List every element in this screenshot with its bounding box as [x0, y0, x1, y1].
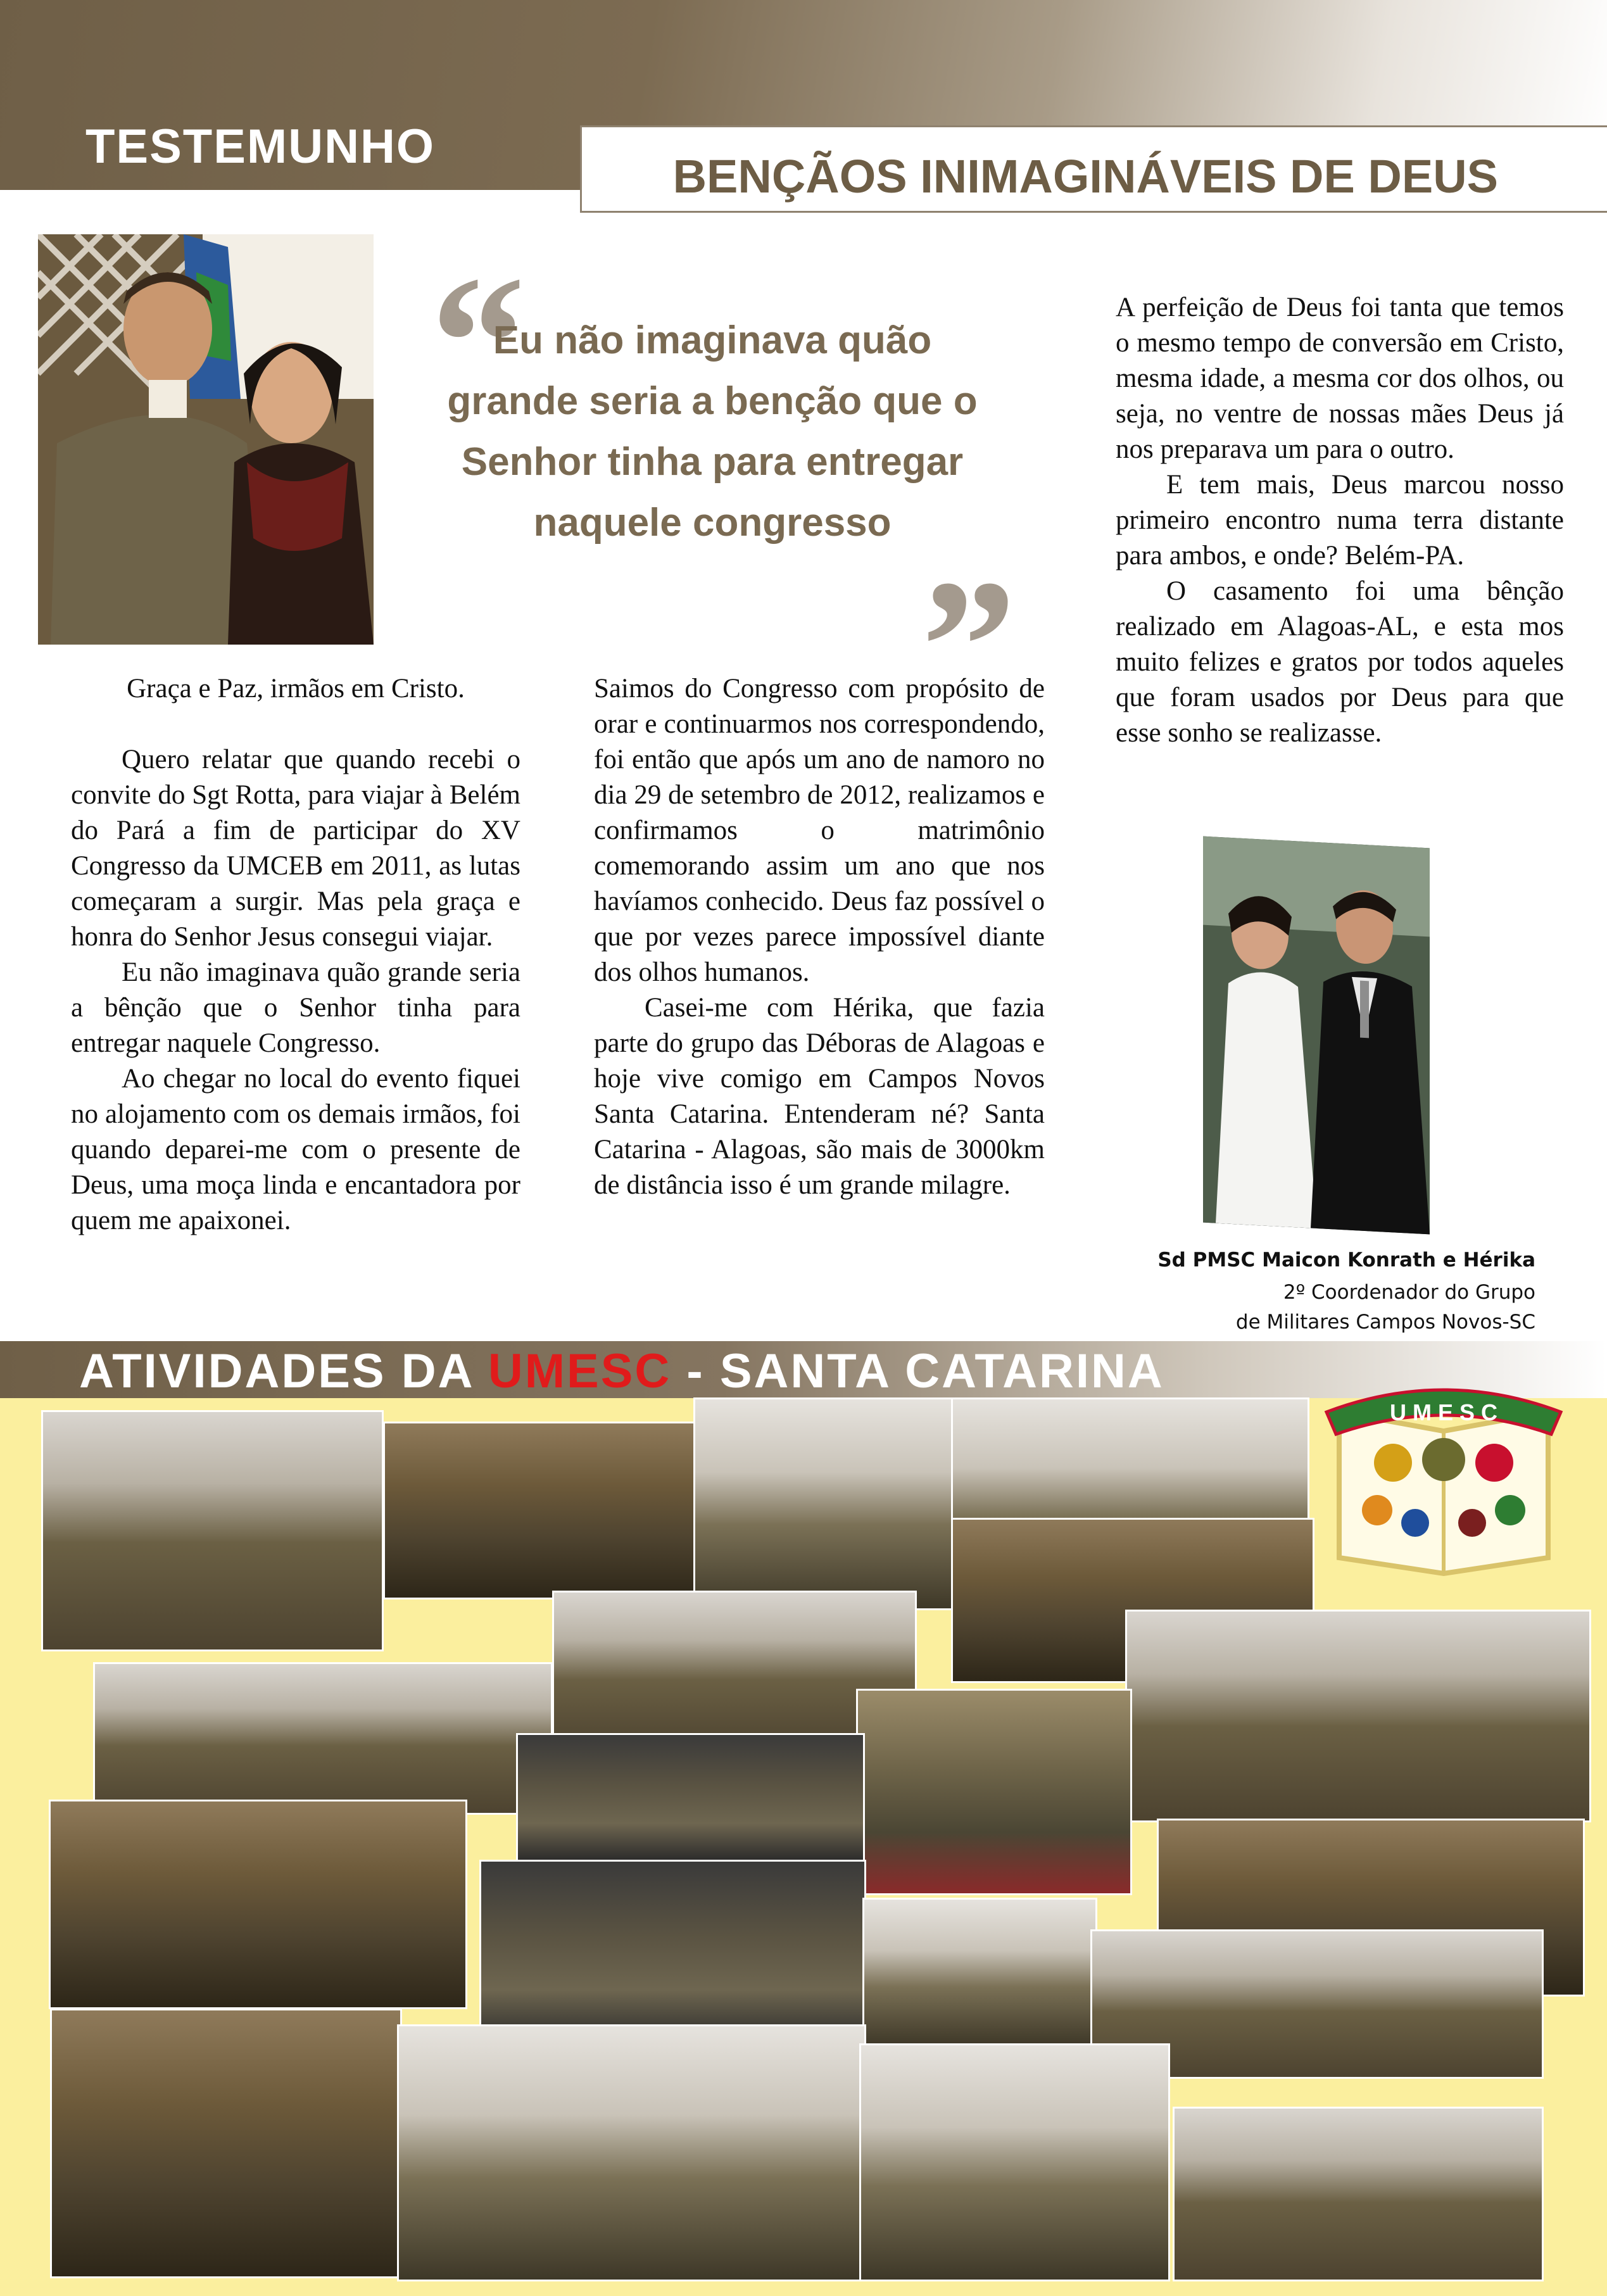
caption-name: Sd PMSC Maicon Konrath e Hérika — [1157, 1249, 1535, 1271]
close-quote-mark: ” — [921, 541, 1016, 751]
paragraph: A perfeição de Deus foi tanta que temos o mesmo tempo de conversão em Cristo, mesma idade, a mesma cor dos olhos, ou seja, no ventre de nossas mães Deus já nos preparava um para o outro. — [1116, 293, 1564, 464]
wedding-photo — [1203, 836, 1430, 1235]
caption-role: 2º Coordenador do Grupo — [1283, 1281, 1535, 1304]
paragraph: O casamento foi uma bênção realizado em Alagoas-AL, e esta mos muito felizes e gratos por todos aqueles que foram usados por Deus para que esse sonho se realizasse. — [1116, 576, 1564, 748]
paragraph: Quero relatar que quando recebi o convite do Sgt Rotta, para viajar à Belém do Pará a fim de participar do XV Congresso da UMCEB em 2011, as lutas começaram a surgir. Mas pela graça e honra do Senhor Jesus consegui viajar. — [71, 745, 520, 952]
activities-title-part2: - SANTA CATARINA — [671, 1344, 1164, 1398]
activity-photo — [51, 1801, 465, 2007]
activity-photo — [1175, 2109, 1542, 2280]
activity-photo — [695, 1399, 961, 1608]
activity-photo — [385, 1423, 695, 1598]
activity-photo — [52, 2010, 400, 2276]
umesc-logo — [1320, 1374, 1567, 1577]
paragraph: Ao chegar no local do evento fiquei no alojamento com os demais irmãos, foi quando deparei-me com o presente de Deus, uma moça linda e encantadora por quem me apaixonei. — [71, 1064, 520, 1235]
activity-photo — [861, 2045, 1168, 2280]
activity-photo — [858, 1691, 1130, 1893]
article-column-1 — [71, 671, 520, 1239]
activities-title-highlight: UMESC — [488, 1344, 672, 1398]
paragraph: E tem mais, Deus marcou nosso primeiro encontro numa terra distante para ambos, e onde? Belém-PA. — [1116, 470, 1564, 571]
activity-photo — [1127, 1612, 1589, 1820]
activity-photo — [864, 1900, 1095, 2045]
caption-group: de Militares Campos Novos-SC — [1235, 1311, 1535, 1334]
pull-quote: Eu não imaginava quão grande seria a benção que o Senhor tinha para entregar naquele congresso — [447, 319, 978, 545]
paragraph: Saimos do Congresso com propósito de orar e continuarmos nos correspondendo, foi então que após um ano de namoro no dia 29 de setembro de 2012, realizamos e confirmamos o matrimônio comemorando assim um ano que nos havíamos conhecido. Deus faz possível o que por vezes parece impossível diante dos olhos humanos. — [594, 674, 1045, 987]
article-column-2 — [594, 671, 1045, 1203]
activities-title — [79, 1344, 1164, 1399]
wedding-photo-image — [1203, 836, 1430, 1235]
paragraph: Casei-me com Hérika, que fazia parte do grupo das Déboras de Alagoas e hoje vive comigo em Campos Novos Santa Catarina. Entenderam né? Santa Catarina - Alagoas, são mais de 3000km de distância isso é um grande milagre. — [594, 993, 1045, 1200]
activity-photo — [518, 1735, 863, 1862]
couple-photo — [38, 234, 374, 645]
section-label: TESTEMUNHO — [85, 120, 435, 173]
couple-photo-image — [38, 234, 374, 645]
paragraph: Eu não imaginava quão grande seria a bênção que o Senhor tinha para entregar naquele Congresso. — [71, 957, 520, 1058]
article-column-3 — [1116, 290, 1564, 751]
activity-photo — [399, 2026, 864, 2280]
umesc-logo-image — [1320, 1374, 1567, 1577]
activity-photo — [43, 1412, 382, 1649]
activities-title-part1: ATIVIDADES DA — [79, 1344, 488, 1398]
open-quote-mark: “ — [431, 237, 526, 447]
greeting: Graça e Paz, irmãos em Cristo. — [127, 674, 465, 703]
activity-photo — [481, 1862, 864, 2045]
logo-text: U M E S C — [1389, 1399, 1498, 1425]
activity-photo — [95, 1664, 551, 1813]
article-title: BENÇÃOS INIMAGINÁVEIS DE DEUS — [672, 150, 1498, 203]
